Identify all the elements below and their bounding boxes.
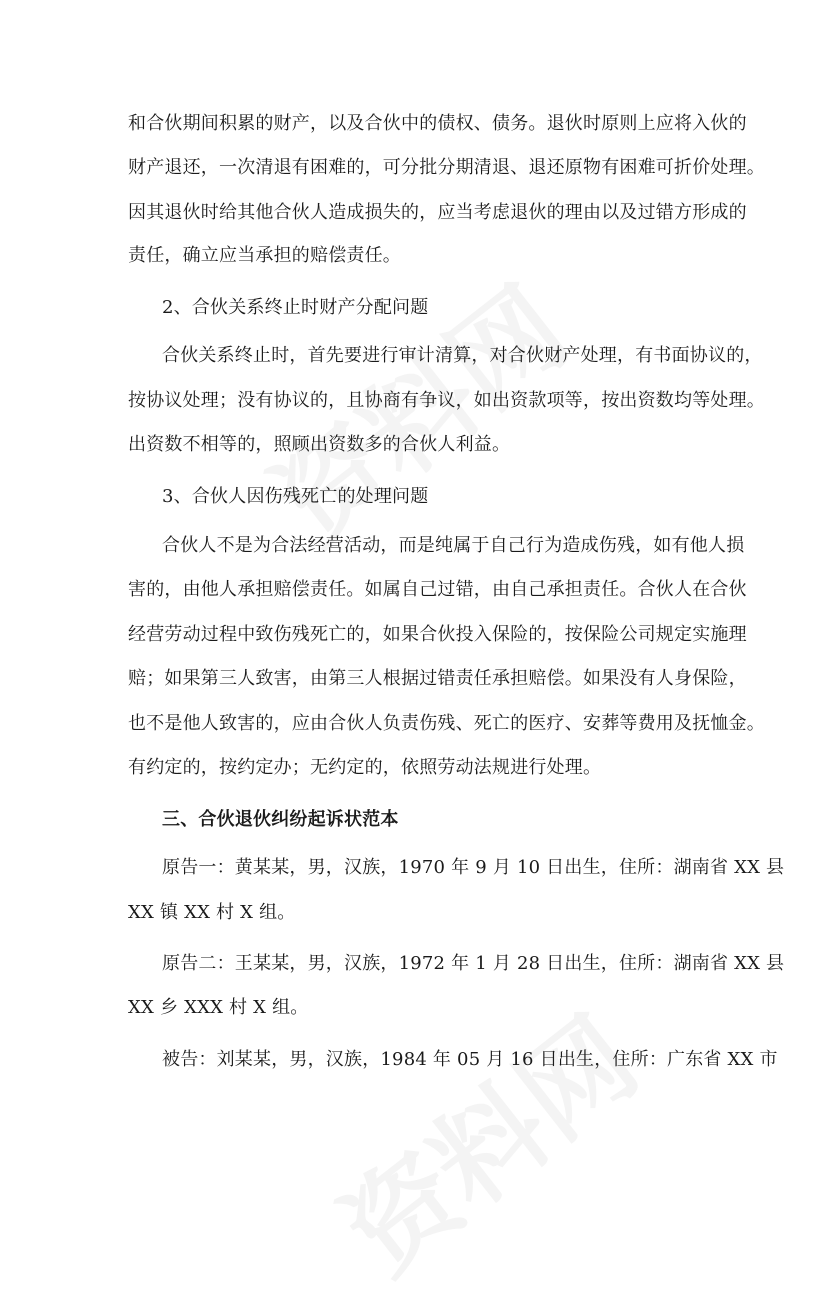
part-heading: 三、合伙退伙纠纷起诉状范本 xyxy=(162,809,399,830)
paragraph-line: 有约定的，按约定办；无约定的，依照劳动法规进行处理。 xyxy=(128,757,602,778)
watermark xyxy=(306,975,663,1303)
section-heading: 3、合伙人因伤残死亡的处理问题 xyxy=(162,486,429,507)
defendant-line: 被告：刘某某，男，汉族，1984 年 05 月 16 日出生，住所：广东省 XX 市 xyxy=(162,1049,778,1070)
paragraph-line: 和合伙期间积累的财产，以及合伙中的债权、债务。退伙时原则上应将入伙的 xyxy=(128,113,747,134)
paragraph-line: 按协议处理；没有协议的，且协商有争议，如出资款项等，按出资数均等处理。 xyxy=(128,390,765,411)
paragraph-line: 合伙关系终止时，首先要进行审计清算，对合伙财产处理，有书面协议的， xyxy=(162,345,763,366)
paragraph-line: 责任，确立应当承担的赔偿责任。 xyxy=(128,245,401,266)
paragraph-line: 经营劳动过程中致伤残死亡的，如果合伙投入保险的，按保险公司规定实施理 xyxy=(128,624,747,645)
section-heading: 2、合伙关系终止时财产分配问题 xyxy=(162,297,429,318)
paragraph-line: 赔；如果第三人致害，由第三人根据过错责任承担赔偿。如果没有人身保险， xyxy=(128,668,747,689)
plaintiff-two-line: 原告二：王某某，男，汉族，1972 年 1 月 28 日出生，住所：湖南省 XX 县 xyxy=(162,953,785,974)
paragraph-line: 财产退还，一次清退有困难的，可分批分期清退、退还原物有困难可折价处理。 xyxy=(128,157,765,178)
paragraph-line: 也不是他人致害的，应由合伙人负责伤残、死亡的医疗、安葬等费用及抚恤金。 xyxy=(128,713,765,734)
paragraph-line: 合伙人不是为合法经营活动，而是纯属于自己行为造成伤残，如有他人损 xyxy=(162,535,745,556)
paragraph-line: 害的，由他人承担赔偿责任。如属自己过错，由自己承担责任。合伙人在合伙 xyxy=(128,579,747,600)
plaintiff-one-line: XX 镇 XX 村 X 组。 xyxy=(128,902,296,923)
paragraph-line: 出资数不相等的，照顾出资数多的合伙人利益。 xyxy=(128,434,511,455)
paragraph-line: 因其退伙时给其他合伙人造成损失的，应当考虑退伙的理由以及过错方形成的 xyxy=(128,202,747,223)
plaintiff-two-line: XX 乡 XXX 村 X 组。 xyxy=(128,997,309,1018)
plaintiff-one-line: 原告一：黄某某，男，汉族，1970 年 9 月 10 日出生，住所：湖南省 XX 县 xyxy=(162,857,785,878)
